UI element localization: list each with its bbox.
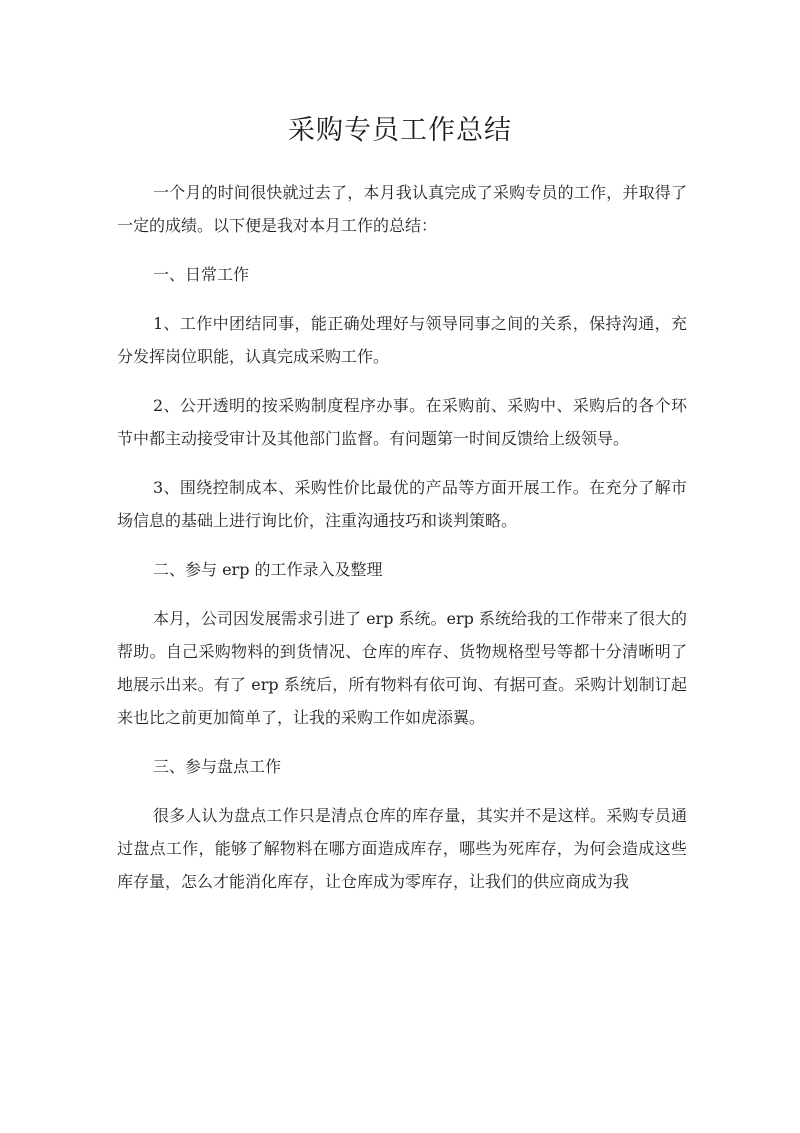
section-heading-erp: 二、参与 erp 的工作录入及整理 — [153, 560, 383, 579]
paragraph: 1、工作中团结同事，能正确处理好与领导同事之间的关系，保持沟通，充分发挥岗位职能，认真完成采购工作。 — [117, 314, 687, 366]
intro-paragraph: 一个月的时间很快就过去了，本月我认真完成了采购专员的工作，并取得了一定的成绩。以下便是我对本月工作的总结： — [117, 183, 687, 235]
paragraph: 3、围绕控制成本、采购性价比最优的产品等方面开展工作。在充分了解市场信息的基础上进行询比价，注重沟通技巧和谈判策略。 — [117, 478, 687, 530]
document-body — [117, 176, 687, 898]
document-title: 采购专员工作总结 — [288, 115, 512, 146]
paragraph: 本月，公司因发展需求引进了 erp 系统。erp 系统给我的工作带来了很大的帮助。自己采购物料的到货情况、仓库的库存、货物规格型号等都十分清晰明了地展示出来。有了 erp 系统后，所有物料有依可询、有据可查。采购计划制订起来也比之前更加简单了，让我的采购工作如虎添翼。 — [117, 609, 687, 727]
section-heading-inventory: 三、参与盘点工作 — [153, 757, 282, 776]
paragraph: 很多人认为盘点工作只是清点仓库的库存量，其实并不是这样。采购专员通过盘点工作，能够了解物料在哪方面造成库存，哪些为死库存，为何会造成这些库存量，怎么才能消化库存，让仓库成为零库存，让我们的供应商成为我 — [117, 806, 687, 891]
section-heading-daily-work: 一、日常工作 — [153, 265, 250, 284]
paragraph: 2、公开透明的按采购制度程序办事。在采购前、采购中、采购后的各个环节中都主动接受审计及其他部门监督。有问题第一时间反馈给上级领导。 — [117, 396, 687, 448]
